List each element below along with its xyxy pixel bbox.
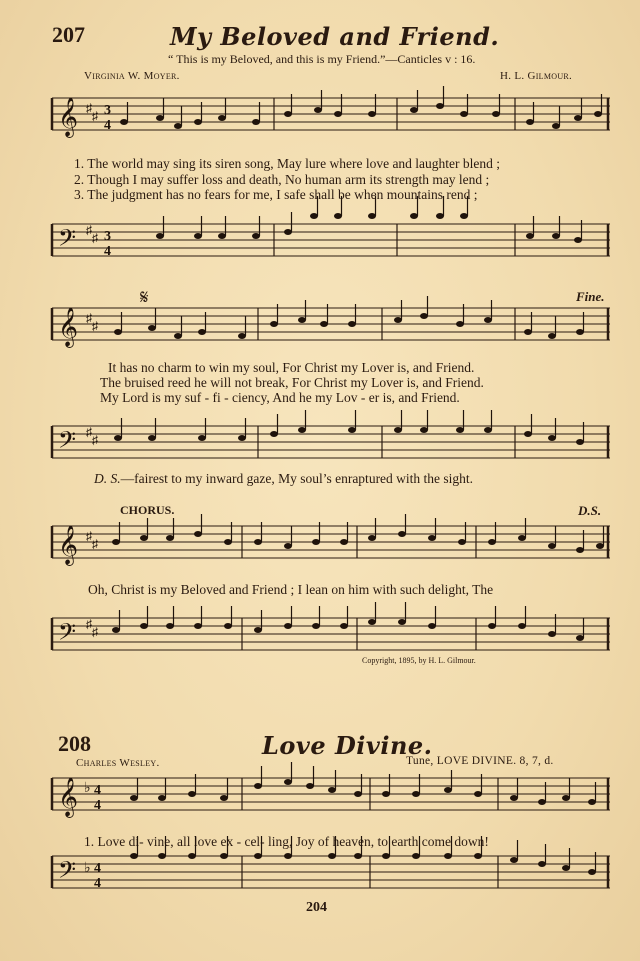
svg-text:𝄢: 𝄢 (58, 618, 77, 651)
svg-text:♯: ♯ (92, 109, 98, 123)
hymn-title-208: Love Divine. (262, 731, 433, 760)
treble-staff-2 (52, 302, 612, 348)
svg-text:♯: ♯ (86, 529, 92, 543)
ds-mark: D.S. (578, 503, 602, 518)
svg-text:4: 4 (94, 876, 101, 891)
treble-staff-1 (52, 92, 612, 138)
notes (114, 410, 584, 445)
svg-text:♯: ♯ (86, 223, 92, 237)
verse-1-line-b: It has no charm to win my soul, For Christ my Lover is, and Friend. (108, 360, 475, 375)
svg-text:♭: ♭ (84, 781, 91, 796)
svg-text:𝄞: 𝄞 (58, 525, 79, 565)
bass-staff-1 (52, 218, 612, 264)
treble-staff-208 (52, 772, 612, 818)
verse-2-line-a: 2. Though I may suffer loss and death, No human arm its strength may lend ; (74, 172, 490, 187)
svg-text:𝄞: 𝄞 (58, 97, 79, 137)
ds-line (94, 471, 473, 487)
svg-text:♭: ♭ (84, 861, 91, 876)
svg-text:4: 4 (104, 118, 111, 133)
bass-staff-2 (52, 420, 612, 466)
verse-3-line-b: My Lord is my suf - fi - ciency, And he my Lov - er is, and Friend. (100, 390, 460, 405)
segno-sign: 𝄋 (140, 287, 149, 309)
chorus-label: CHORUS. (120, 503, 175, 517)
svg-text:𝄞: 𝄞 (58, 777, 79, 817)
svg-text:♯: ♯ (92, 625, 98, 639)
svg-text:3: 3 (104, 229, 111, 244)
svg-text:♯: ♯ (92, 433, 98, 447)
author-credit-208: Charles Wesley. (76, 757, 160, 769)
notes (130, 762, 596, 805)
svg-text:3: 3 (104, 103, 111, 118)
composer-credit: H. L. Gilmour. (500, 70, 573, 82)
hymn-number-208: 208 (58, 731, 91, 756)
bass-staff-3 (52, 612, 612, 658)
svg-text:4: 4 (94, 798, 101, 813)
bass-staff-208 (52, 850, 612, 896)
svg-text:𝄢: 𝄢 (58, 224, 77, 257)
svg-text:♯: ♯ (86, 425, 92, 439)
svg-text:𝄞: 𝄞 (58, 307, 79, 347)
verse-1-line-a: 1. The world may sing its siren song, May lure where love and laughter blend ; (74, 156, 501, 171)
svg-text:4: 4 (94, 783, 101, 798)
copyright-notice: Copyright, 1895, by H. L. Gilmour. (362, 656, 476, 665)
chorus-lyric: Oh, Christ is my Beloved and Friend ; I lean on him with such delight, The (88, 582, 494, 597)
author-credit: Virginia W. Moyer. (84, 70, 180, 82)
notes (112, 602, 584, 641)
hymn-title: My Beloved and Friend. (170, 22, 500, 51)
svg-text:♯: ♯ (92, 319, 98, 333)
notes (114, 296, 584, 339)
fine-mark: Fine. (576, 289, 605, 304)
hymn-208-lyric: 1. Love di- vine, all love ex - cel- ling, Joy of heaven, to earth come down! (84, 834, 489, 849)
ds-text: —fairest to my inward gaze, My soul’s enraptured with the sight. (120, 471, 474, 486)
verse-3-line-a: 3. The judgment has no fears for me, I safe shall be when mountains rend ; (74, 187, 478, 202)
verse-2-line-b: The bruised reed he will not break, For Christ my Lover is, and Friend. (100, 375, 484, 390)
svg-text:4: 4 (94, 861, 101, 876)
svg-text:♯: ♯ (86, 617, 92, 631)
page-number: 204 (306, 900, 327, 915)
svg-text:𝄢: 𝄢 (58, 426, 77, 459)
notes (120, 86, 602, 129)
ds-label: D. S. (94, 471, 121, 486)
tune-credit: Tune, LOVE DIVINE. 8, 7, d. (406, 755, 554, 767)
svg-text:4: 4 (104, 244, 111, 259)
svg-text:♯: ♯ (92, 537, 98, 551)
svg-text:𝄢: 𝄢 (58, 856, 77, 889)
svg-text:♯: ♯ (86, 311, 92, 325)
hymn-number: 207 (52, 22, 85, 47)
svg-text:♯: ♯ (86, 101, 92, 115)
treble-staff-3 (52, 520, 612, 566)
epigraph: “ This is my Beloved, and this is my Friend.”—Canticles v : 16. (168, 52, 476, 66)
notes (156, 196, 582, 243)
svg-text:♯: ♯ (92, 231, 98, 245)
